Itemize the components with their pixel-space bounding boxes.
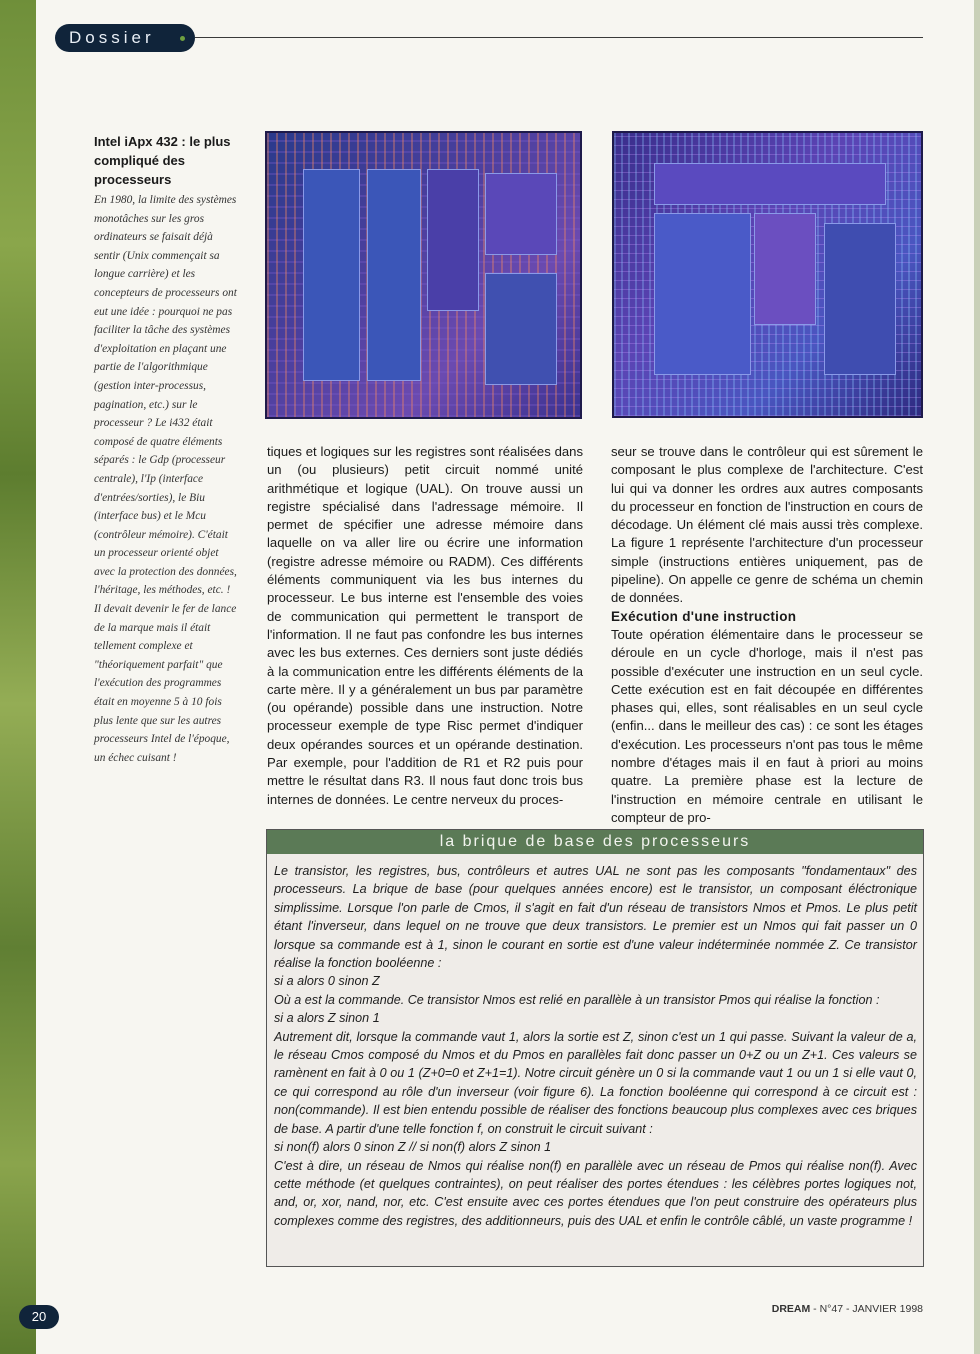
- box-paragraph: Où a est la commande. Ce transistor Nmos est relié en parallèle à un transistor Pmos qui réalise la fonction :: [274, 992, 880, 1007]
- page-edge: [974, 0, 980, 1354]
- die-block: [654, 163, 886, 205]
- box-formula: si a alors Z sinon 1: [274, 1011, 380, 1026]
- die-block: [427, 169, 479, 311]
- die-block: [654, 213, 751, 375]
- tab-dot-icon: [180, 36, 185, 41]
- die-block: [485, 273, 557, 385]
- column-2-text-2: Toute opération élémentaire dans le processeur se déroule en un cycle d'horloge, mais il n'est pas possible d'exécuter une instruction en un seul cycle. Cette exécution est en fait découpée en différentes phases qui, elles, sont réalisables en un seul cycle (enfin... dans le meilleur des cas) : ce sont les étages d'exécution. Les processeurs n'ont pas tous le même nombre d'étages mais il en faut à priori au moins quatre. La première phase est la lecture de l'instruction en mémoire centrale en utilisant le compteur de pro-: [611, 626, 923, 825]
- column-1-text: tiques et logiques sur les registres sont réalisées dans un (ou plusieurs) petit circuit nommé unité arithmétique et logique (UAL). On trouve aussi un registre spécialisé dans l'adressage mémoire. Il permet de spécifier une adresse mémoire dans laquelle on va aller lire ou écrire une information (registre adresse mémoire ou RADM). Ces différents éléments communiquent via les bus internes du processeur. Le bus interne est l'ensemble des voies de communication qui permettent le transport de l'information. Il ne faut pas confondre les bus internes avec les bus externes. Ces derniers sont juste dédiés à la communication entre les différents éléments de la carte mère. Il y a généralement un bus par paramètre (ou opérande) possible dans une instruction. Notre processeur exemple de type Risc permet d'indiquer deux opérandes sources et un opérande destination. Par exemple, pour l'addition de R1 et R2 puis pour mettre le résultat dans R3. Il nous faut donc trois bus internes de données. Le centre nerveux du proces-: [267, 444, 583, 807]
- box-formula: si a alors 0 sinon Z: [274, 974, 380, 989]
- box-formula: si non(f) alors 0 sinon Z // si non(f) alors Z sinon 1: [274, 1140, 552, 1155]
- header-rule: [195, 37, 923, 38]
- box-paragraph: C'est à dire, un réseau de Nmos qui réalise non(f) en parallèle avec un réseau de Pmos qui réalise non(f). Avec cette méthode (et quelques contraintes), on peut réaliser des portes étendues : les célèbres portes logiques not, and, or, xor, nand, nor, etc. C'est ensuite avec ces portes étendues que l'on peut construire des opérateurs plus complexes comme des registres, des additionneurs, puis des UAL et enfin le contrôle câblé, un vaste programme !: [274, 1158, 917, 1228]
- sidebar-body: En 1980, la limite des systèmes monotâches sur les gros ordinateurs se faisait déjà sentir (Unix commençait sa longue carrière) et les concepteurs de processeurs ont eut une idée : pourquoi ne pas faciliter la tâche des systèmes d'exploitation en plaçant une partie de l'algorithmique (gestion inter-processus, pagination, etc.) sur le processeur ? Le i432 était composé de quatre éléments séparés : le Gdp (processeur centrale), l'Ip (interface d'entrées/sorties), le Biu (interface bus) et le Mcu (contrôleur mémoire). C'était un processeur orienté objet avec la protection des données, l'héritage, les méthodes, etc. ! Il devait devenir le fer de lance de la marque mais il était tellement complexe et "théoriquement parfait" que l'exécution des programmes était en moyenne 5 à 10 fois plus lente que sur les autres processeurs Intel de l'époque, un échec cuisant !: [94, 194, 237, 764]
- sidebar-article: [94, 132, 240, 767]
- box-paragraph: Le transistor, les registres, bus, contrôleurs et autres UAL ne sont pas les composants "fondamentaux" des processeurs. La brique de base (pour quelques années encore) est le transistor, un composant éléctronique simplissime. Lorsque l'on parle de Cmos, il s'agit en fait d'un réseau de transistors Nmos et Pmos. Le plus petit étant l'inverseur, dans lequel on ne trouve que deux transistors. Le premier est un Nmos qui fait passer un 0 lorsque sa commande est à 1, sinon le courant en sortie est d'une valeur indéterminée nommée Z. Ce transistor réalise la fonction booléenne :: [274, 864, 917, 971]
- sidebar-title: Intel iApx 432 : le plus compliqué des processeurs: [94, 134, 231, 187]
- box-body: [267, 854, 923, 1230]
- die-block: [824, 223, 896, 375]
- section-tab-label: Dossier: [69, 28, 155, 47]
- die-block: [485, 173, 557, 255]
- issue-info: - N°47 - JANVIER 1998: [810, 1303, 923, 1315]
- decorative-green-strip: [0, 0, 36, 1354]
- article-column-1: [267, 443, 583, 809]
- die-block: [303, 169, 360, 381]
- sidebar-box: [266, 829, 924, 1267]
- column-2-heading: Exécution d'une instruction: [611, 608, 797, 624]
- box-paragraph: Autrement dit, lorsque la commande vaut 1, alors la sortie est Z, sinon c'est un 1 qui passe. Suivant la valeur de a, le réseau Cmos composé du Nmos et du Pmos en parallèles fait donc passer un 0+Z ou un Z+1. Ces valeurs se ramènent en fait à 0 ou 1 (Z+0=0 et Z+1=1). Notre circuit génère un 0 si la commande vaut 1 ou un 1 si elle vaut 0, ce qui correspond au rôle d'un inverseur (voir figure 6). La fonction booléenne qui correspond à ce circuit est : non(commande). Il est bien entendu possible de réaliser des fonctions beaucoup plus complexes avec ces briques de base. A partir d'une telle fonction f, on construit le circuit suivant :: [274, 1029, 917, 1136]
- processor-die-image-1: [265, 131, 582, 419]
- column-2-text-1: seur se trouve dans le contrôleur qui est sûrement le composant le plus complexe de l'architecture. C'est lui qui va donner les ordres aux autres composants du processeur en fonction de l'instruction en cours de décodage. Un élément clé mais aussi très complexe. La figure 1 représente l'architecture d'un processeur simple (instructions entières uniquement, pas de pipeline). On appelle ce genre de schéma un chemin de données.: [611, 444, 923, 606]
- processor-die-image-2: [612, 131, 923, 418]
- article-column-2: [611, 443, 923, 827]
- die-block: [367, 169, 421, 381]
- die-block: [754, 213, 816, 325]
- section-tab: [55, 24, 195, 52]
- box-title: la brique de base des processeurs: [267, 830, 923, 854]
- page-number: 20: [19, 1305, 59, 1329]
- magazine-name: DREAM: [771, 1303, 811, 1315]
- footer-credit: [772, 1303, 923, 1315]
